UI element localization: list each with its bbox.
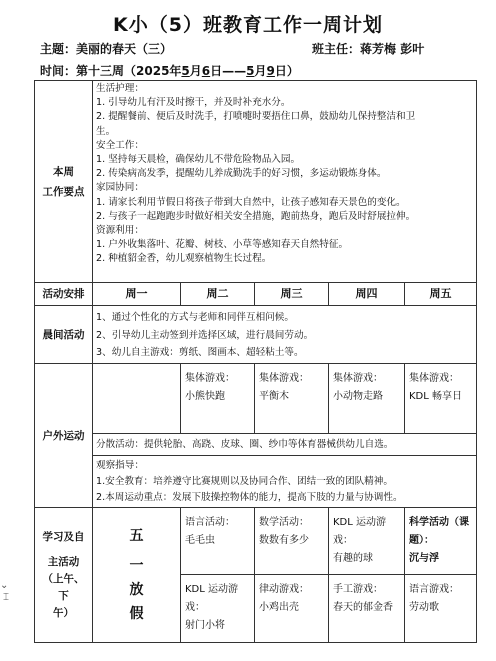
morning-content [93,306,477,364]
activity-title: 数学活动： [259,517,309,528]
outdoor-game [255,364,329,434]
learning-activity [405,508,477,575]
theme-label: 主题： [40,42,77,56]
learning-activity [181,575,255,643]
time-week: 第十三周（2025年 [76,64,182,78]
time-start-month: 5 [181,64,190,78]
morning-line: 1、通过个性化的方式与老师和同伴互相问候。 [96,312,294,323]
weekly-plan-table [34,80,477,643]
document-title: K小（5）班教育工作一周计划 [113,14,383,36]
morning-label: 晨间活动 [35,306,93,364]
schedule-label: 活动安排 [35,283,93,306]
time-month-char-1: 月 [189,64,202,78]
time-start-day: 6 [201,64,211,78]
guide-line: 1.安全教育：培养遵守比赛规则以及协同合作、团结一致的团队精神。 [96,476,393,487]
focus-line: 1. 请家长利用节假日将孩子带到大自然中，让孩子感知春天景色的变化。 [96,196,406,208]
outdoor-guide-row [35,456,477,508]
learning-label [35,508,93,643]
outdoor-scattered-row [35,434,477,456]
outdoor-blank-cell [93,364,181,434]
focus-row [35,81,477,283]
learning-label-line: 学习及自 [42,530,85,543]
day-friday: 周五 [405,283,477,306]
morning-line: 3、幼儿自主游戏：剪纸、图画本、超轻粘土等。 [96,347,304,358]
day-tuesday: 周二 [181,283,255,306]
theme-value: 美丽的春天（三） [76,42,173,56]
focus-line: 1. 坚持每天晨检，确保幼儿不带危险物品入园。 [96,154,301,166]
time-line [40,62,299,79]
learning-label-line: （上午、下 [42,572,85,602]
text-cursor-icon: ⌶ [3,592,9,603]
activity-name: 数数有多少 [259,535,309,546]
activity-name: 射门小将 [185,620,225,631]
activity-name: 劳动歌 [409,602,439,613]
holiday-cell [93,508,181,643]
activity-name: 毛毛虫 [185,535,215,546]
focus-line: 2. 提醒餐前、便后及时洗手，打喷嚏时要捂住口鼻，鼓励幼儿保持整洁和卫 [96,111,416,123]
focus-line: 资源利用： [96,225,144,237]
morning-row [35,306,477,364]
outdoor-game [329,364,405,434]
focus-label-line-2: 工作要点 [42,185,85,198]
focus-line: 1. 户外收集落叶、花瓣、树枝、小草等感知春天自然特征。 [96,239,349,251]
learning-activity [181,508,255,575]
focus-line: 1. 引导幼儿有汗及时擦干，并及时补充水分。 [96,97,291,109]
time-month-char-2: 月 [254,64,267,78]
learning-activity [329,575,405,643]
outdoor-games-row [35,364,477,434]
game-name: 小动物走路 [333,391,383,402]
game-title: 集体游戏： [259,373,309,384]
holiday-char: 放 [129,582,144,598]
guide-content [93,456,477,508]
learning-activity [255,508,329,575]
learning-activity [255,575,329,643]
game-name: 小熊快跑 [185,391,225,402]
outdoor-label: 户外运动 [35,364,93,508]
activity-title: 语言游戏： [409,584,459,595]
teacher-line [312,40,424,57]
scattered-activities: 分散活动：提供轮胎、高跷、皮球、圈、纱巾等体育器械供幼儿自选。 [93,434,477,456]
activity-name: 小鸡出壳 [259,602,299,613]
holiday-char: 五 [129,528,144,544]
chevron-down-icon: ⌄ [0,580,9,591]
focus-line: 2. 与孩子一起跑跑步时做好相关安全措施，跑前热身，跑后及时舒展拉伸。 [96,210,416,222]
activity-title: KDL 运动游戏： [333,517,387,546]
activity-title: KDL 运动游戏： [185,584,239,613]
game-title: 集体游戏： [185,373,235,384]
guide-line: 观察指导： [96,460,144,471]
focus-line: 家园协同： [96,182,144,194]
holiday-char: 假 [129,606,144,622]
learning-label-line: 主活动 [47,555,80,568]
game-name: 平衡木 [259,391,289,402]
day-monday: 周一 [93,283,181,306]
focus-line: 2. 传染病高发季，提醒幼儿养成勤洗手的好习惯，多运动锻炼身体。 [96,168,387,180]
activity-name: 春天的郁金香 [333,602,393,613]
activity-title: 科学活动（课题）： [409,517,469,546]
learning-activity [329,508,405,575]
time-day-char-1: 日—— [210,64,247,78]
activity-name: 沉与浮 [409,553,439,564]
time-day-char-2: 日） [274,64,299,78]
focus-content [93,81,477,283]
activity-name: 有趣的球 [333,553,373,564]
game-name: KDL 畅享日 [409,391,463,402]
focus-line: 2. 种植貂金香，幼儿观察植物生长过程。 [96,253,272,265]
activity-title: 律动游戏： [259,584,309,595]
outdoor-game [181,364,255,434]
theme-line [40,40,172,57]
time-label: 时间： [40,64,77,78]
time-end-day: 9 [266,64,275,78]
focus-label [35,81,93,283]
learning-row-1 [35,508,477,575]
guide-line: 2.本周运动重点：发展下肢操控物体的能力，提高下肢的力量与协调性。 [96,492,403,503]
time-end-month: 5 [246,64,255,78]
activity-title: 手工游戏： [333,584,383,595]
morning-line: 2、引导幼儿主动签到并选择区域，进行晨间劳动。 [96,329,314,341]
teacher-label: 班主任： [312,42,361,56]
day-wednesday: 周三 [255,283,329,306]
outdoor-game [405,364,477,434]
teacher-value: 蒋芳梅 彭叶 [360,42,425,56]
schedule-row [35,283,477,306]
game-title: 集体游戏： [333,373,383,384]
game-title: 集体游戏： [409,373,459,384]
focus-label-line-1: 本周 [53,165,74,178]
learning-activity [405,575,477,643]
focus-line: 安全工作： [96,139,144,151]
holiday-char: 一 [129,558,144,574]
focus-line: 生活护理： [96,83,144,94]
day-thursday: 周四 [329,283,405,306]
focus-line: 生。 [96,125,116,137]
activity-title: 语言活动： [185,517,235,528]
learning-label-line: 午） [53,606,74,619]
